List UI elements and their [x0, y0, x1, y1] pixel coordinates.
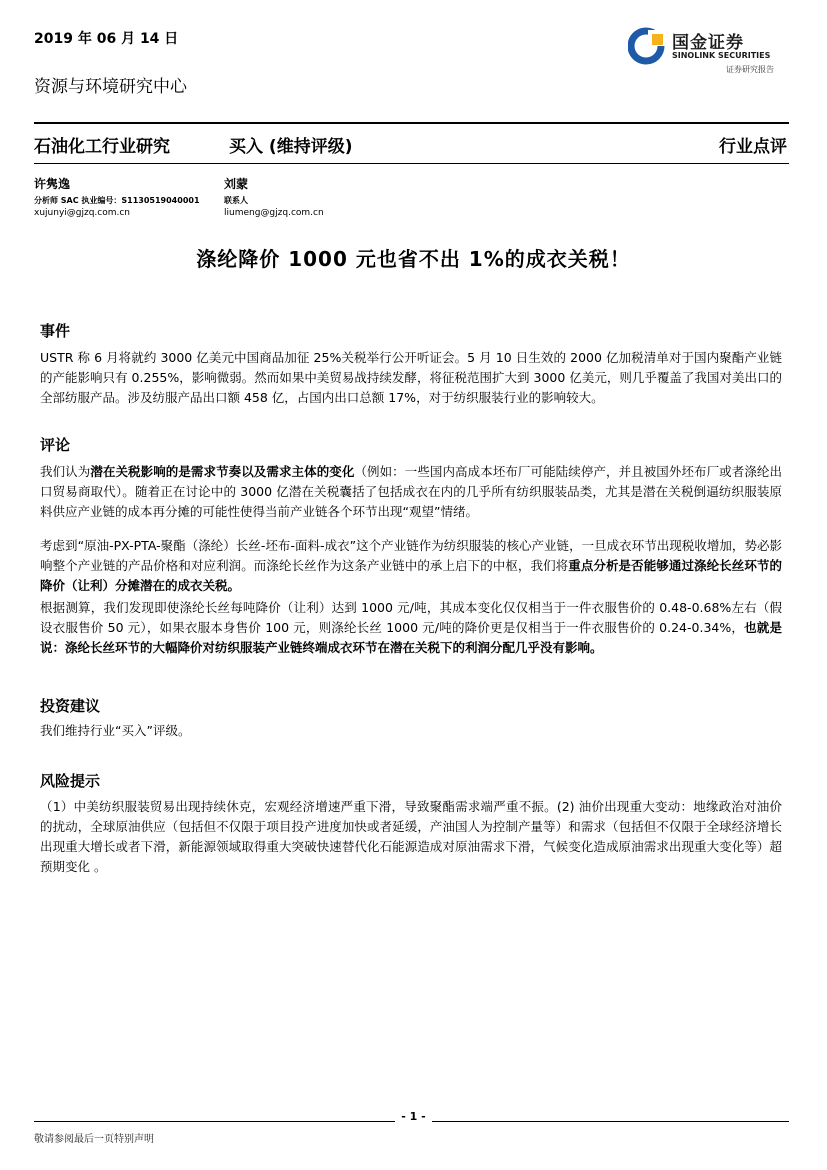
report-date: 2019 年 06 月 14 日	[34, 31, 179, 47]
analyst-email: xujunyi@gjzq.com.cn	[34, 208, 131, 218]
page-number	[0, 1110, 827, 1123]
report-type: 行业点评	[719, 137, 787, 157]
section-title-comment: 评论	[40, 436, 71, 454]
analyst-role: 联系人	[224, 196, 248, 205]
advice-paragraph: 我们维持行业“买入”评级。	[40, 723, 191, 738]
comment-paragraph-2	[40, 536, 782, 596]
header-rule	[34, 122, 789, 124]
section-title-advice: 投资建议	[40, 697, 101, 715]
text-run: （例如：一些国内高成本坯布厂可能陆续停产，并且被国外坯布厂或者涤纶出口贸易商取代）。随着正在讨论中的 3000 亿潜在关税囊括了包括成衣在内的几乎所有纺织服装品类，尤其是潜在关税倒逼纺织服装原料供应产业链的成本再分摊的可能性使得当前产业链各个环节出现“观望”情绪。	[40, 464, 782, 519]
industry-title: 石油化工行业研究	[34, 137, 170, 157]
comment-paragraph-3	[40, 598, 782, 658]
analyst-email: liumeng@gjzq.com.cn	[224, 208, 324, 218]
logo-subtitle: 证券研究报告	[726, 65, 774, 74]
section-title-event: 事件	[40, 322, 71, 340]
analyst-name: 许隽逸	[34, 177, 71, 191]
report-headline: 涤纶降价 1000 元也省不出 1%的成衣关税！	[196, 247, 631, 271]
analyst-2	[224, 175, 324, 218]
emphasis-run: 也就是说：涤纶长丝环节的大幅降价对纺织服装产业链终端成衣环节在潜在关税下的利润分配几乎没有影响。	[40, 620, 782, 655]
sinolink-logo-icon	[628, 26, 668, 66]
research-center: 资源与环境研究中心	[34, 77, 187, 97]
risk-paragraph: （1）中美纺织服装贸易出现持续休克，宏观经济增速严重下滑，导致聚酯需求端严重不振。(2) 油价出现重大变动：地缘政治对油价的扰动，全球原油供应（包括但不仅限于项目投产进度加快或者延缓，产油国人为控制产量等）和需求（包括但不仅限于全球经济增长出现重大增长或者下滑，新能源领域取得重大突破快速替代化石能源造成对原油需求下滑，气候变化造成原油需求出现重大变化等）超预期变化 。	[40, 799, 782, 874]
page-number-text: - 1 -	[395, 1110, 431, 1123]
comment-paragraph-1	[40, 462, 782, 522]
text-run: 根据测算，我们发现即使涤纶长丝每吨降价（让利）达到 1000 元/吨，其成本变化仅仅相当于一件衣服售价的 0.48-0.68%左右（假设衣服售价 50 元），如果衣服本身售价 100 元，则涤纶长丝 1000 元/吨的降价更是仅相当于一件衣服售价的 0.24-0.34%，	[40, 600, 782, 635]
company-logo	[628, 26, 788, 78]
logo-english-name: SINOLINK SECURITIES	[672, 51, 771, 60]
logo-chinese-name: 国金证券	[672, 33, 744, 53]
emphasis-run: 重点分析是否能够通过涤纶长丝环节的降价（让利）分摊潜在的成衣关税。	[40, 558, 782, 593]
rating-title: 买入 (维持评级)	[229, 137, 353, 157]
text-run: 我们认为	[40, 464, 91, 479]
emphasis-run: 潜在关税影响的是需求节奏以及需求主体的变化	[90, 464, 355, 479]
title-rule	[34, 163, 789, 164]
analyst-name: 刘蒙	[224, 177, 249, 191]
text-run: 考虑到“原油-PX-PTA-聚酯（涤纶）长丝-坯布-面料-成衣”这个产业链作为纺织服装的核心产业链，一旦成衣环节出现税收增加，势必影响整个产业链的产品价格和对应利润。而涤纶长丝作为这条产业链中的承上启下的中枢，我们将	[40, 538, 782, 573]
event-paragraph: USTR 称 6 月将就约 3000 亿美元中国商品加征 25%关税举行公开听证会。5 月 10 日生效的 2000 亿加税清单对于国内聚酯产业链的产能影响只有 0.255%，影响微弱。然而如果中美贸易战持续发酵，将征税范围扩大到 3000 亿美元，则几乎覆盖了我国对美出口的全部纺服产品。涉及纺服产品出口额 458 亿，占国内出口总额 17%，对于纺织服装行业的影响较大。	[40, 350, 782, 405]
footer-disclaimer: 敬请参阅最后一页特别声明	[34, 1134, 154, 1145]
analyst-1	[34, 175, 200, 218]
section-title-risk: 风险提示	[40, 772, 101, 790]
analyst-role: 分析师 SAC 执业编号：S1130519040001	[34, 196, 200, 205]
